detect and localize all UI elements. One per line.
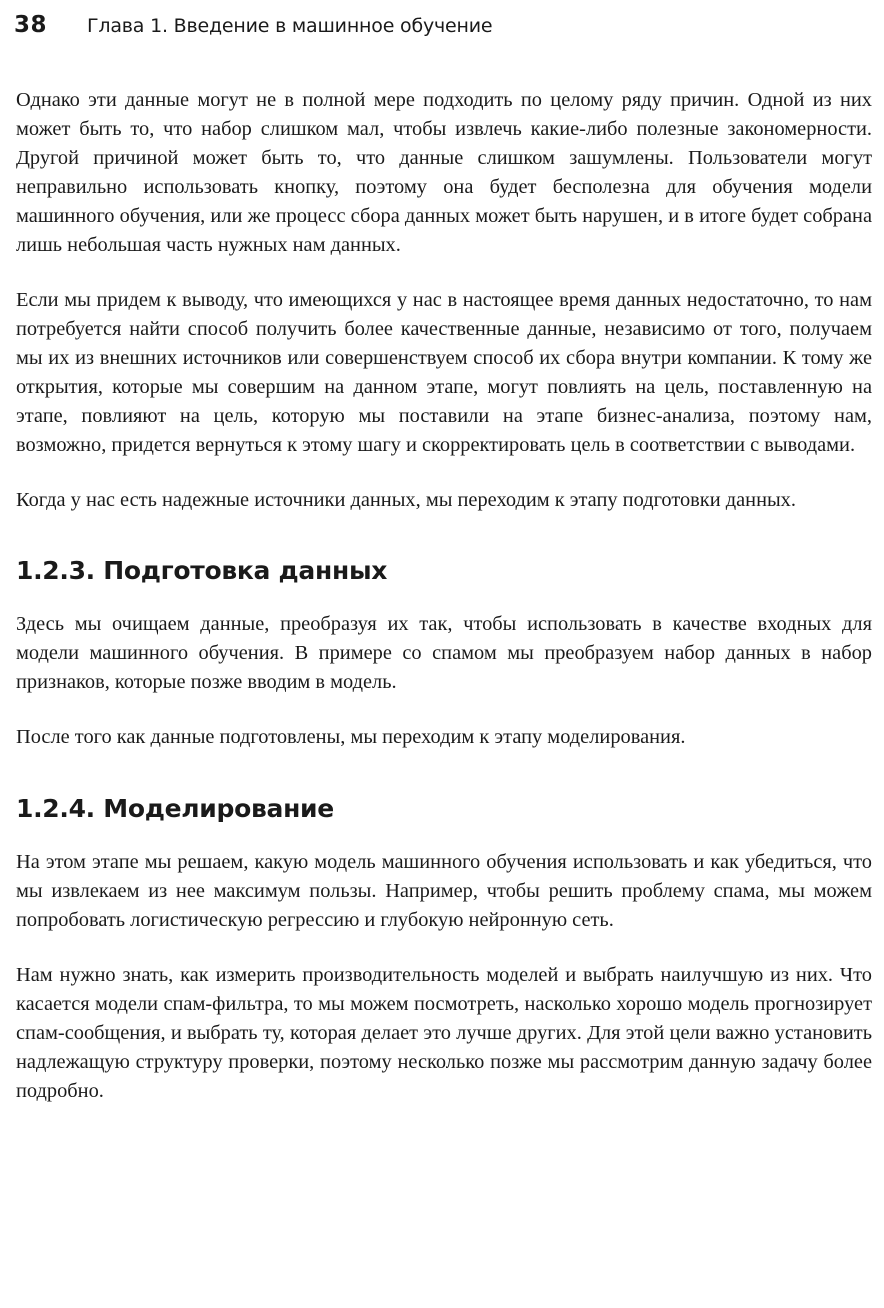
section-heading-data-preparation: 1.2.3. Подготовка данных [16, 556, 388, 585]
running-header [14, 12, 492, 44]
paragraph-model-choice: На этом этапе мы решаем, какую модель машинного обучения использовать и как убедиться, что мы извлекаем из нее максимум пользы. Например, чтобы решить проблему спама, мы можем попробовать логистическую регрессию и глубокую нейронную сеть. [16, 851, 872, 931]
paragraph-data-quality: Однако эти данные могут не в полной мере подходить по целому ряду причин. Одной из них может быть то, что набор слишком мал, чтобы извлечь какие-либо полезные закономерности. Другой причиной может быть то, что данные слишком зашумлены. Пользователи могут неправильно использовать кнопку, поэтому она будет бесполезна для обучения модели машинного обучения, или же процесс сбора данных может быть нарушен, и в итоге будет собрана лишь небольшая часть нужных нам данных. [16, 89, 872, 256]
paragraph-insufficient-data: Если мы придем к выводу, что имеющихся у нас в настоящее время данных недостаточно, то нам потребуется найти способ получить более качественные данные, независимо от того, получаем мы их из внешних источников или совершенствуем способ их сбора внутри компании. К тому же открытия, которые мы совершим на данном этапе, могут повлиять на цель, поставленную на этапе, повлияют на цель, которую мы поставили на этапе бизнес-анализа, поэтому нам, возможно, придется вернуться к этому шагу и скорректировать цель в соответствии с выводами. [16, 289, 872, 456]
section-heading-modeling: 1.2.4. Моделирование [16, 794, 334, 823]
paragraph-model-evaluation: Нам нужно знать, как измерить производительность моделей и выбрать наилучшую из них. Что касается модели спам-фильтра, то мы можем посмотреть, насколько хорошо модель прогнозирует спам-сообщения, и выбрать ту, которая делает это лучше других. Для этой цели важно установить надлежащую структуру проверки, поэтому несколько позже мы рассмотрим данную задачу более подробно. [16, 964, 872, 1102]
paragraph-data-cleaning: Здесь мы очищаем данные, преобразуя их так, чтобы использовать в качестве входных для модели машинного обучения. В примере со спамом мы преобразуем набор данных в набор признаков, которые позже вводим в модель. [16, 613, 872, 693]
page-number: 38 [14, 12, 48, 38]
paragraph-to-modeling: После того как данные подготовлены, мы переходим к этапу моделирования. [16, 726, 686, 748]
page-body [16, 86, 872, 1132]
chapter-title: Глава 1. Введение в машинное обучение [87, 15, 493, 37]
paragraph-reliable-sources: Когда у нас есть надежные источники данных, мы переходим к этапу подготовки данных. [16, 489, 796, 511]
